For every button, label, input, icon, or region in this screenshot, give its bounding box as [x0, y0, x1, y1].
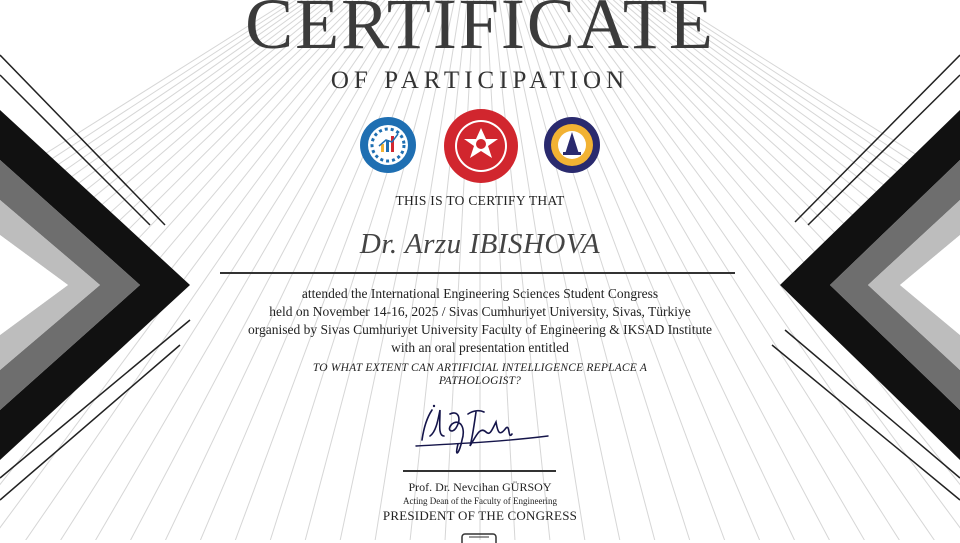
presentation-title-line: TO WHAT EXTENT CAN ARTIFICIAL INTELLIGENCE REPLACE A [312, 362, 648, 374]
iksad-institute-logo-icon [543, 116, 601, 174]
presentation-title-line: PATHOLOGIST? [438, 375, 522, 387]
signer-role: Acting Dean of the Faculty of Engineering [403, 496, 557, 506]
handwritten-signature [410, 396, 560, 472]
certificate-subtitle: OF PARTICIPATION [330, 67, 630, 94]
recipient-name: Dr. Arzu IBISHOVA [359, 228, 601, 260]
signer-name: Prof. Dr. Nevcihan GÜRSOY [408, 480, 552, 494]
name-underline [220, 272, 735, 274]
sivas-cumhuriyet-university-logo-icon [443, 108, 519, 184]
certify-statement: THIS IS TO CERTIFY THAT [395, 193, 565, 208]
signer-title: PRESIDENT OF THE CONGRESS [382, 508, 578, 523]
logo-row [0, 108, 960, 184]
signature-line [403, 470, 556, 472]
detail-line: organised by Sivas Cumhuriyet University Faculty of Engineering & IKSAD Institute [248, 322, 712, 337]
participation-details [0, 285, 960, 357]
engineering-faculty-logo-icon [359, 116, 417, 174]
detail-line: held on November 14-16, 2025 / Sivas Cumhuriyet University, Sivas, Türkiye [269, 304, 691, 319]
presentation-title [270, 362, 690, 388]
detail-line: attended the International Engineering Sciences Student Congress [301, 286, 659, 301]
detail-line: with an oral presentation entitled [391, 340, 569, 355]
certificate-title: CERTIFICATE [245, 0, 715, 64]
seal-icon [461, 533, 497, 543]
